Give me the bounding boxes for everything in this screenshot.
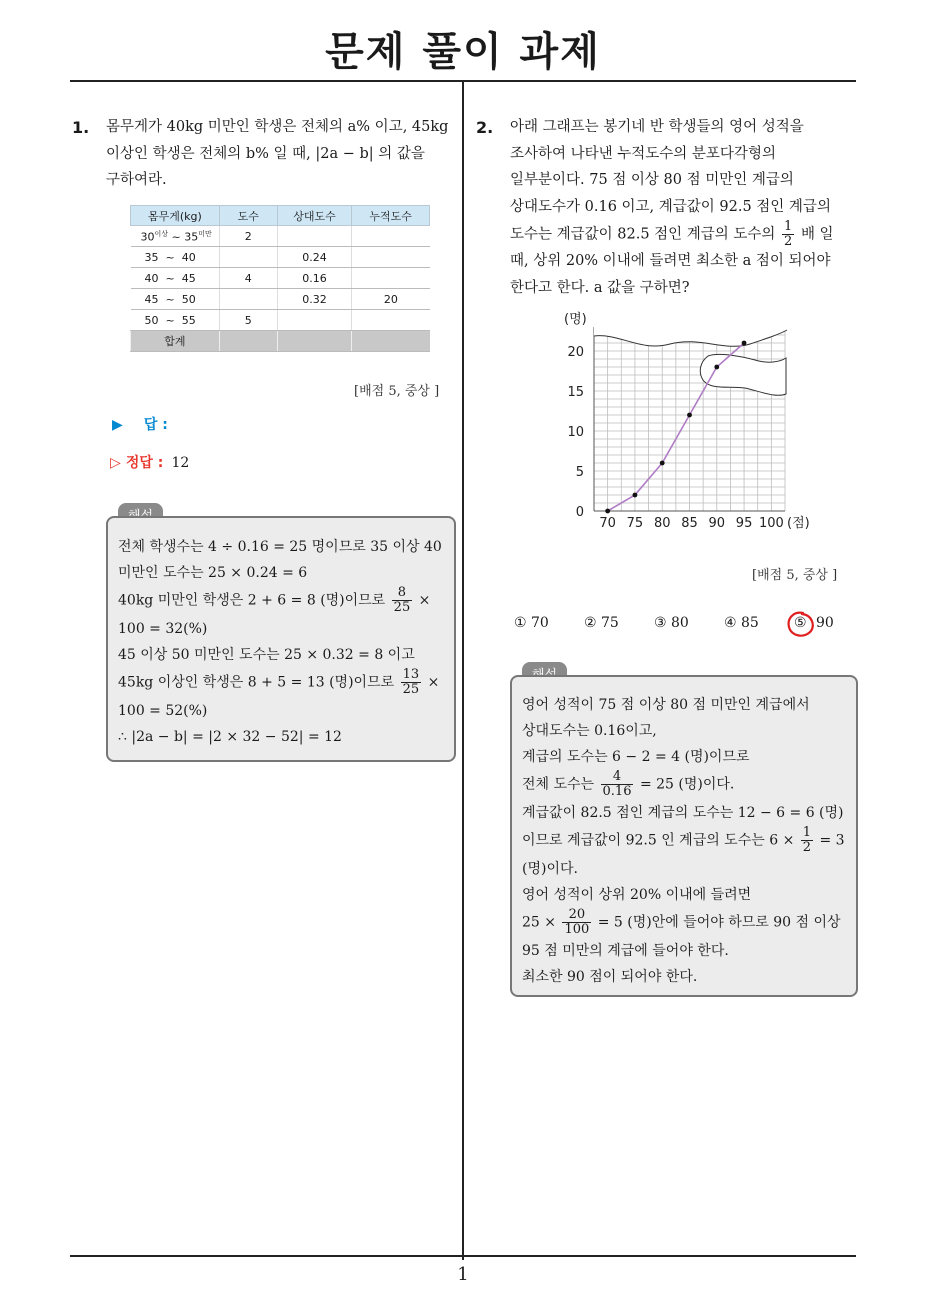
fraction [392,586,413,615]
numerator: 4 [612,769,622,784]
choice-1[interactable]: ① 70 [514,615,549,631]
x-tick-label: 100 [758,516,784,531]
fraction [782,220,794,249]
total-label: 합계 [131,331,220,352]
table-row [131,310,430,331]
denominator: 25 [393,600,411,615]
denominator: 2 [784,234,793,249]
rel-cell: 0.24 [277,247,352,268]
sol-line: 최소한 90 점이 되어야 한다. [522,969,698,985]
table-row [131,247,430,268]
sol-text: = 5 (명)안에 들어야 하므로 90 점 이상 [597,914,841,931]
col-header: 상대도수 [277,206,352,226]
range-cell: 50 ~ 55 [131,310,220,331]
q2-score: [배점 5, 중상 ] [752,568,838,583]
denominator: 0.16 [602,784,632,799]
correct-label: 정답 : [125,455,164,471]
q1-number: 1. [72,118,90,137]
sol-line: 상대도수는 0.16이고, [522,723,657,739]
range-low-sup: 이상 [154,229,169,238]
sol-text: × [418,592,431,609]
q2-text [510,114,855,301]
q1-correct-row [110,452,189,472]
page-number: 1 [457,1264,469,1285]
rel-cell [277,310,352,331]
total-cell [277,331,352,352]
x-tick-label: 85 [681,516,698,531]
freq-cell [219,289,277,310]
x-tick-label: 95 [735,516,753,531]
frequency-table [130,205,430,352]
numerator: 1 [802,825,812,840]
data-point [714,365,719,370]
y-tick-label: 15 [567,385,584,400]
choice-5-value: 90 [816,615,834,631]
cum-cell [352,310,430,331]
y-tick-label: 0 [575,505,584,520]
q1-line: 몸무게가 40kg 미만인 학생은 전체의 a% 이고, 45kg [106,119,449,135]
denominator: 25 [402,682,420,697]
denominator: 2 [802,840,812,855]
sol-line: 100 = 32(%) [118,621,208,637]
table-row [131,289,430,310]
sol-line: 95 점 미만의 계급에 들어야 한다. [522,943,729,959]
sol-line: 계급의 도수는 6 − 2 = 4 (명)이므로 [522,749,750,765]
data-point [742,341,747,346]
sol-line [522,908,848,938]
rel-cell: 0.32 [277,289,352,310]
sol-line: 100 = 52(%) [118,703,208,719]
q2-number: 2. [476,118,494,137]
freq-cell [219,247,277,268]
q2-text-span: 도수는 계급값이 82.5 점인 계급의 도수의 [510,226,776,243]
range-cell: 45 ~ 50 [131,289,220,310]
sol-line [118,668,448,698]
choice-3[interactable]: ③ 80 [654,615,689,631]
x-tick-label: 75 [626,516,644,531]
cum-cell [352,247,430,268]
q1-text [106,114,456,194]
footer-rule [70,1255,856,1257]
sol-line: (명)이다. [522,861,578,877]
numerator: 13 [402,667,420,682]
q2-line: 상대도수가 0.16 이고, 계급값이 92.5 점인 계급의 [510,198,831,215]
numerator: 1 [784,219,793,234]
q2-line: 아래 그래프는 봉기네 반 학생들의 영어 성적을 [510,119,804,135]
q1-solution-text [118,534,448,750]
x-axis-label: (점) [787,516,810,531]
column-divider [462,82,464,1260]
q1-answer-row [112,414,168,434]
col-header: 누적도수 [352,206,430,226]
y-tick-label: 10 [567,425,584,440]
q1-score: [배점 5, 중상 ] [354,384,440,399]
q2-text-span: 배 일 [800,226,834,243]
choice-2[interactable]: ② 75 [584,615,619,631]
sol-text: = 3 [819,832,845,849]
data-point [660,461,665,466]
range-high: 35 [184,230,199,244]
q2-line: 일부분이다. 75 점 이상 80 점 미만인 계급의 [510,172,794,188]
cumulative-frequency-chart [540,300,840,535]
sol-line: 영어 성적이 상위 20% 이내에 들려면 [522,887,752,903]
numerator: 20 [568,907,586,922]
play-arrow-icon: ▶ [112,417,123,433]
fraction [801,826,813,855]
range-cell: $30^{이상}$ ~ $35^{미만}$ [131,226,220,247]
range-cell: 35 ~ 40 [131,247,220,268]
sol-line: 계급값이 82.5 점인 계급의 도수는 12 − 6 = 6 (명) [522,805,844,821]
freq-cell: 2 [219,226,277,247]
sol-line: 전체 학생수는 4 ÷ 0.16 = 25 명이므로 35 이상 40 [118,539,442,555]
table-total-row [131,331,430,352]
sol-text: = 25 (명)이다. [639,776,735,793]
range-low: 30 [140,230,155,244]
table-row [131,268,430,289]
fraction [401,668,422,697]
y-axis-label: (명) [564,312,587,327]
col-header: 몸무게(kg) [131,206,220,226]
sol-line: 미만인 도수는 25 × 0.24 = 6 [118,565,308,581]
data-point [633,493,638,498]
x-tick-label: 90 [708,516,726,531]
cum-cell [352,226,430,247]
q2-choices [514,615,854,637]
x-tick-label: 70 [599,516,616,531]
numerator: 8 [397,585,407,600]
sol-text: 이므로 계급값이 92.5 인 계급의 도수는 6 × [522,832,795,849]
choice-5[interactable]: ⑤ [794,615,807,631]
correct-value: 12 [171,455,190,471]
denominator: 100 [564,922,590,937]
cum-cell: 20 [352,289,430,310]
y-tick-label: 20 [567,345,584,360]
q2-line: 한다고 한다. a 값을 구하면? [510,279,690,296]
table-row [131,226,430,247]
x-tick-label: 80 [653,516,671,531]
q2-line [510,220,855,248]
selected-circle-mark [784,609,818,641]
total-cell [352,331,430,352]
sol-line [522,826,848,856]
q2-line: 때, 상위 20% 이내에 들려면 최소한 a 점이 되어야 [510,253,831,269]
table-header-row [131,206,430,226]
sol-text: 전체 도수는 [522,776,595,793]
freq-cell: 5 [219,310,277,331]
sol-text: × [427,674,440,691]
range-high-sup: 미만 [198,229,212,238]
outline-arrow-icon: ▷ [110,455,121,471]
q1-line: 구하여라. [106,172,167,188]
fraction [601,770,634,799]
fraction [562,908,591,937]
data-point [605,509,610,514]
chart-grid [594,331,785,511]
y-tick-label: 5 [575,465,584,480]
q2-line: 조사하여 나타낸 누적도수의 분포다각형의 [510,145,776,162]
page-title: 문제 풀이 과제 [325,29,601,75]
answer-label: 답 : [143,417,168,433]
cum-cell [352,268,430,289]
data-point [687,413,692,418]
sol-line: 영어 성적이 75 점 이상 80 점 미만인 계급에서 [522,697,810,713]
col-header: 도수 [219,206,277,226]
freq-cell: 4 [219,268,277,289]
rel-cell [277,226,352,247]
sol-line: ∴ |2a − b| = |2 × 32 − 52| = 12 [118,729,342,745]
q1-line: 이상인 학생은 전체의 b% 일 때, |2a − b| 의 값을 [106,145,425,162]
sol-text: 25 × [522,914,556,931]
choice-4[interactable]: ④ 85 [724,615,759,631]
total-cell [219,331,277,352]
sol-line [118,586,448,616]
sol-text: 45kg 이상인 학생은 8 + 5 = 13 (명)이므로 [118,674,395,691]
range-cell: 40 ~ 45 [131,268,220,289]
sol-text: 40kg 미만인 학생은 2 + 6 = 8 (명)이므로 [118,592,386,609]
rel-cell: 0.16 [277,268,352,289]
q2-solution-text [522,692,848,990]
sol-line [522,770,848,800]
sol-line: 45 이상 50 미만인 도수는 25 × 0.32 = 8 이고 [118,647,415,663]
